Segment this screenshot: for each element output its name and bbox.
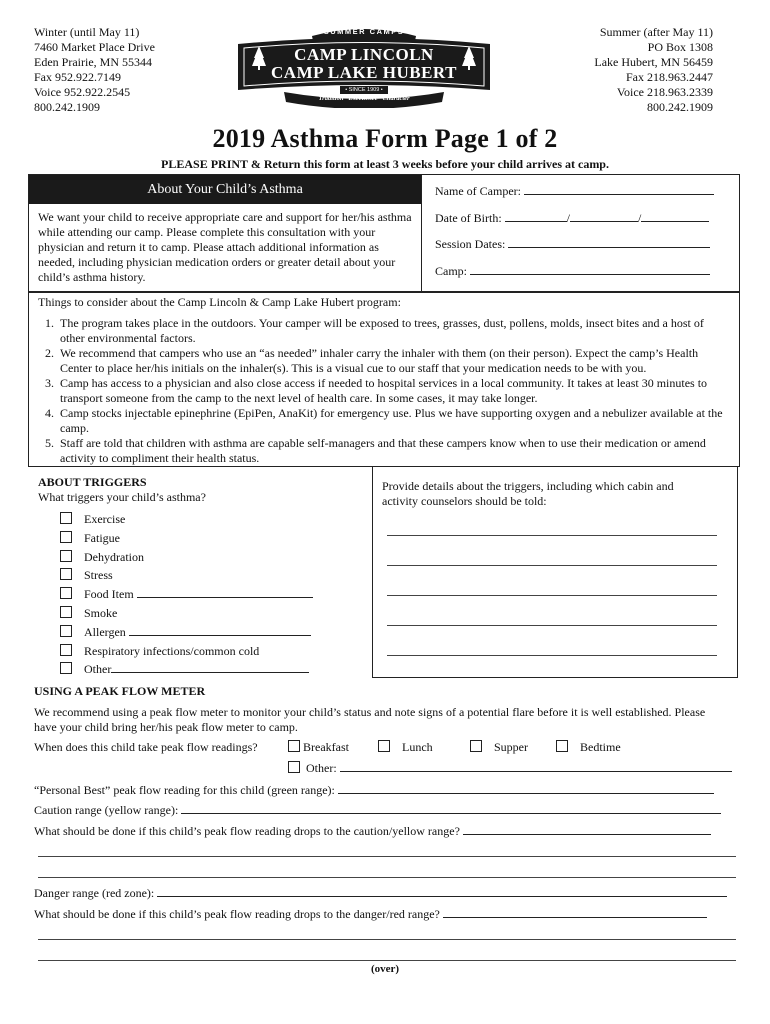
summer-line: 800.242.1909 [647, 100, 713, 114]
danger-answer-field[interactable] [443, 907, 707, 918]
session-label: Session Dates: [435, 237, 506, 251]
time-label: Supper [494, 740, 528, 754]
danger-answer-line[interactable] [38, 939, 736, 940]
details-line[interactable] [387, 595, 717, 596]
camp-row [435, 264, 710, 279]
about-section [28, 174, 740, 293]
trigger-option[interactable] [60, 566, 313, 585]
checkbox[interactable] [60, 606, 72, 618]
trigger-option[interactable] [60, 585, 313, 604]
time-lunch[interactable] [378, 740, 433, 755]
camp-label: Camp: [435, 264, 467, 278]
dob-row: Date of Birth: / / [435, 211, 709, 226]
consider-item: 4. Camp stocks injectable epinephrine (EpiPen, AnaKit) for emergency use. Plus we have supporting oxygen and a nebulizer available at the camp. [57, 406, 729, 436]
checkbox[interactable] [60, 662, 72, 674]
trigger-label: Allergen [84, 624, 126, 639]
other-trigger-field[interactable] [111, 662, 309, 673]
details-line[interactable] [387, 565, 717, 566]
dob-year-field[interactable] [641, 211, 709, 222]
page-footer: (over) [370, 963, 400, 975]
other-label: Other: [306, 761, 337, 775]
peak-heading: USING A PEAK FLOW METER [34, 684, 206, 698]
danger-question-row [34, 907, 707, 922]
checkbox[interactable] [60, 644, 72, 656]
checkbox[interactable] [556, 740, 568, 752]
checkbox[interactable] [60, 550, 72, 562]
camper-name-field[interactable] [524, 184, 714, 195]
session-row [435, 237, 710, 252]
time-other[interactable] [288, 761, 732, 776]
caution-range-field[interactable] [181, 803, 721, 814]
trigger-option[interactable] [60, 642, 313, 661]
camper-name-row [435, 184, 714, 199]
consider-section [28, 291, 740, 467]
danger-range-field[interactable] [157, 886, 727, 897]
caution-answer-line[interactable] [38, 877, 736, 878]
danger-answer-line[interactable] [38, 960, 736, 961]
triggers-heading: ABOUT TRIGGERS [38, 475, 147, 489]
page-title: 2019 Asthma Form Page 1 of 2 [212, 124, 558, 153]
time-supper[interactable] [470, 740, 528, 755]
checkbox[interactable] [60, 512, 72, 524]
winter-label: Winter (until May 11) [34, 25, 140, 39]
logo-top-text: SUMMER CAMPS [323, 27, 405, 36]
checkbox[interactable] [288, 761, 300, 773]
logo-line1: CAMP LINCOLN [294, 45, 434, 64]
danger-question-label: What should be done if this child’s peak flow reading drops to the danger/red range? [34, 907, 440, 921]
caution-answer-field[interactable] [463, 824, 711, 835]
winter-line: 7460 Market Place Drive [34, 40, 155, 54]
trigger-option[interactable] [60, 604, 313, 623]
checkbox[interactable] [60, 587, 72, 599]
checkbox[interactable] [288, 740, 300, 752]
allergen-field[interactable] [129, 625, 311, 636]
trigger-details-box [372, 466, 738, 678]
checkbox[interactable] [470, 740, 482, 752]
time-breakfast[interactable] [288, 740, 349, 755]
consider-item: 2. We recommend that campers who use an “as needed” inhaler carry the inhaler with them (on their person). Expect the camp’s Health Center to place her/his initials on the inhaler(s). This is a visual cue to our staff that your medication needs to be with you. [57, 346, 729, 376]
trigger-option[interactable] [60, 548, 313, 567]
trigger-label: Food Item [84, 587, 134, 602]
dob-label: Date of Birth: [435, 211, 502, 225]
consider-item: 1. The program takes place in the outdoors. Your camper will be exposed to trees, grasses, dust, pollens, molds, insect bites and a host of other environmental factors. [57, 316, 729, 346]
page-subtitle: PLEASE PRINT & Return this form at least 3 weeks before your child arrives at camp. [161, 157, 609, 171]
consider-list [38, 316, 729, 466]
consider-intro: Things to consider about the Camp Lincoln & Camp Lake Hubert program: [38, 295, 401, 309]
checkbox[interactable] [60, 625, 72, 637]
trigger-label: Other [84, 662, 112, 677]
personal-best-field[interactable] [338, 783, 714, 794]
trigger-label: Stress [84, 568, 113, 583]
other-time-field[interactable] [340, 761, 732, 772]
trigger-option[interactable] [60, 623, 313, 642]
consider-item: 5. Staff are told that children with asthma are capable self-managers and that these campers know when to use their medication or amend activity to compliment their health status. [57, 436, 729, 466]
trigger-label: Dehydration [84, 549, 144, 564]
trigger-label: Fatigue [84, 530, 120, 545]
trigger-option[interactable] [60, 510, 313, 529]
camp-logo [232, 24, 496, 108]
caution-question-label: What should be done if this child’s peak flow reading drops to the caution/yellow range? [34, 824, 460, 838]
summer-address [594, 25, 713, 115]
winter-line: Eden Prairie, MN 55344 [34, 55, 152, 69]
checkbox[interactable] [378, 740, 390, 752]
dob-month-field[interactable] [505, 211, 567, 222]
caution-range-row [34, 803, 721, 818]
danger-range-row [34, 886, 727, 901]
food-item-field[interactable] [137, 587, 313, 598]
details-line[interactable] [387, 535, 717, 536]
trigger-label: Smoke [84, 605, 118, 620]
dob-day-field[interactable] [570, 211, 638, 222]
about-header: About Your Child’s Asthma [29, 175, 421, 204]
trigger-details-label: Provide details about the triggers, including which cabin and activity counselors should be told: [382, 479, 674, 508]
logo-motto: Tradition · Excellence · Character [318, 95, 410, 102]
personal-best-row [34, 783, 714, 798]
summer-line: Fax 218.963.2447 [626, 70, 713, 84]
winter-address [34, 25, 155, 115]
summer-line: Lake Hubert, MN 56459 [594, 55, 713, 69]
caution-question-row [34, 824, 711, 839]
caution-range-label: Caution range (yellow range): [34, 803, 179, 817]
summer-line: PO Box 1308 [647, 40, 713, 54]
trigger-option[interactable] [60, 529, 313, 548]
time-label: Breakfast [303, 740, 349, 754]
trigger-label: Respiratory infections/common cold [84, 643, 260, 658]
trigger-option[interactable] [60, 660, 313, 679]
checkbox[interactable] [60, 568, 72, 580]
session-dates-field[interactable] [508, 237, 710, 248]
about-divider [421, 175, 422, 292]
camper-name-label: Name of Camper: [435, 184, 521, 198]
time-label: Bedtime [580, 740, 621, 754]
about-text: We want your child to receive appropriate care and support for her/his asthma while attending our camp. Please complete this consultation with your physician and return it to camp. Please attach additional information as needed, including physician medication orders or greater detail about your child’s asthma history. [38, 210, 412, 284]
time-bedtime[interactable] [556, 740, 621, 755]
camp-field[interactable] [470, 264, 710, 275]
winter-line: 800.242.1909 [34, 100, 100, 114]
time-label: Lunch [402, 740, 433, 754]
peak-when-label: When does this child take peak flow readings? [34, 740, 258, 754]
winter-line: Voice 952.922.2545 [34, 85, 131, 99]
logo-since: • SINCE 1909 • [345, 87, 383, 93]
winter-line: Fax 952.922.7149 [34, 70, 121, 84]
peak-intro: We recommend using a peak flow meter to monitor your child’s status and note signs of a potential flare before it is well established. Please have your child bring her/his peak flow meter to camp. [34, 705, 706, 734]
details-line[interactable] [387, 655, 717, 656]
trigger-options [60, 510, 313, 679]
summer-label: Summer (after May 11) [599, 25, 713, 39]
logo-line2: CAMP LAKE HUBERT [271, 63, 457, 82]
triggers-question: What triggers your child’s asthma? [38, 490, 206, 504]
consider-item: 3. Camp has access to a physician and also close access if needed to hospital services in a local community. It takes at least 30 minutes to transport someone from the camp to the next level of health care. In some cases, it may take longer. [57, 376, 729, 406]
details-line[interactable] [387, 625, 717, 626]
checkbox[interactable] [60, 531, 72, 543]
trigger-label: Exercise [84, 512, 126, 526]
caution-answer-line[interactable] [38, 856, 736, 857]
summer-line: Voice 218.963.2339 [616, 85, 713, 99]
personal-best-label: “Personal Best” peak flow reading for this child (green range): [34, 783, 335, 797]
danger-range-label: Danger range (red zone): [34, 886, 155, 900]
